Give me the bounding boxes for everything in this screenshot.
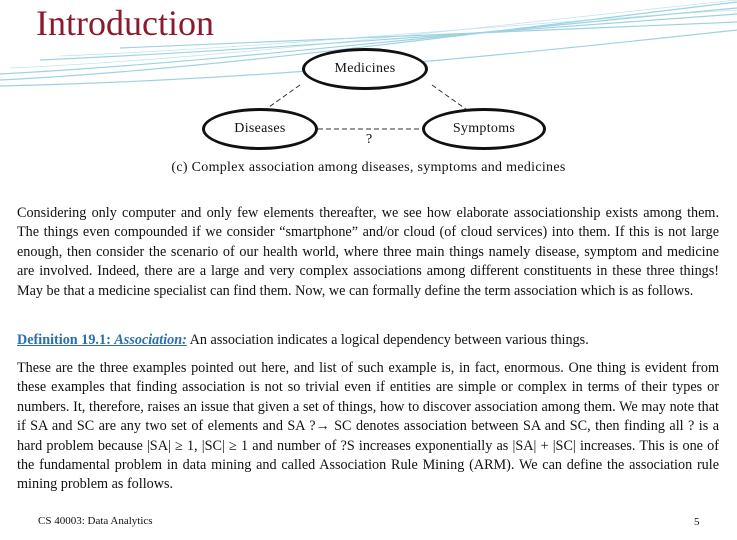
figure-caption: (c) Complex association among diseases, symptoms and medicines [171,160,566,175]
diseases-node: Diseases [202,108,318,150]
slide-title: Introduction [36,3,214,43]
medicines-node: Medicines [302,48,428,90]
page-number: 5 [694,516,700,528]
symptoms-node: Symptoms [422,108,546,150]
definition-paragraph [17,331,719,350]
unknown-association-mark: ? [366,132,373,147]
examples-paragraph: These are the three examples pointed out here, and list of such example is, in fact, enormous. One thing is evident from these examples that finding association is not so trivial even if entities are simple or complex in terms of their types or numbers. It, therefore, raises an issue that given a set of things, how to discover association among them. We may note that if SA and SC are any two set of elements and SA ?→ SC denotes association between SA and SC, then finding all ? is a hard problem because |SA| ≥ 1, |SC| ≥ 1 and number of ?S increases exponentially as |SA| + |SC| increases. This is one of the fundamental problem in data mining and called Association Rule Mining (ARM). We can define the association rule mining problem as follows. [17,360,719,493]
definition-label: Definition 19.1: Association: [17,332,187,348]
footer-course: CS 40003: Data Analytics [38,515,153,527]
intro-paragraph: Considering only computer and only few elements thereafter, we see how elaborate associationship exists among them. The things even compounded if we consider “smartphone” and/or cloud (of cloud services) into them. If this is not large enough, then consider the scenario of our health world, where three main things namely disease, symptom and medicine are involved. Indeed, there are a large and very complex associations among different constituents in these three things! May be that a medicine specialist can find them. Now, we can formally define the term association which is as follows. [17,205,719,299]
association-diagram [0,40,737,190]
definition-text: An association indicates a logical dependency between various things. [186,332,589,348]
